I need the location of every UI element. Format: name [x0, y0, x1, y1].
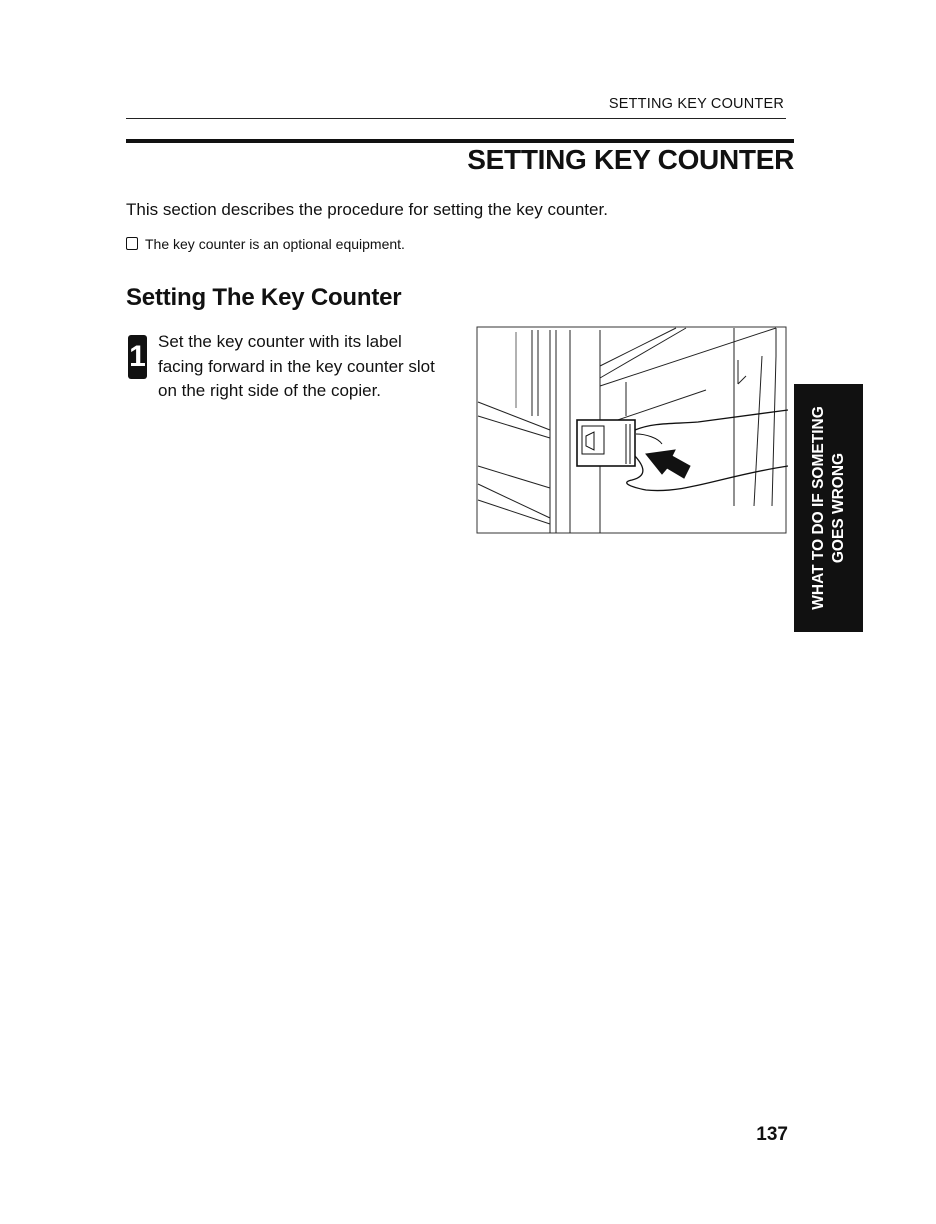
running-header: SETTING KEY COUNTER — [608, 96, 784, 112]
page-number: 137 — [756, 1124, 788, 1145]
insert-arrow-icon — [646, 450, 690, 478]
side-tab-label — [809, 388, 849, 628]
note-text: The key counter is an optional equipment. — [145, 236, 405, 252]
section-heading: Setting The Key Counter — [126, 284, 402, 311]
checkbox-bullet-icon — [126, 237, 138, 250]
key-counter-illustration — [476, 326, 788, 536]
intro-paragraph: This section describes the procedure for setting the key counter. — [126, 200, 608, 219]
page-title: SETTING KEY COUNTER — [467, 144, 794, 175]
side-tab — [794, 384, 863, 632]
side-tab-line-2: GOES WRONG — [829, 452, 847, 564]
header-rule — [126, 118, 786, 119]
step-text: Set the key counter with its label facing forward in the key counter slot on the right side of the copier. — [158, 332, 435, 400]
hand-outline — [627, 410, 788, 491]
step-number-badge: 1 — [128, 335, 147, 379]
note — [126, 236, 546, 252]
title-rule — [126, 139, 794, 143]
side-tab-line-1: WHAT TO DO IF SOMETING — [809, 406, 827, 610]
